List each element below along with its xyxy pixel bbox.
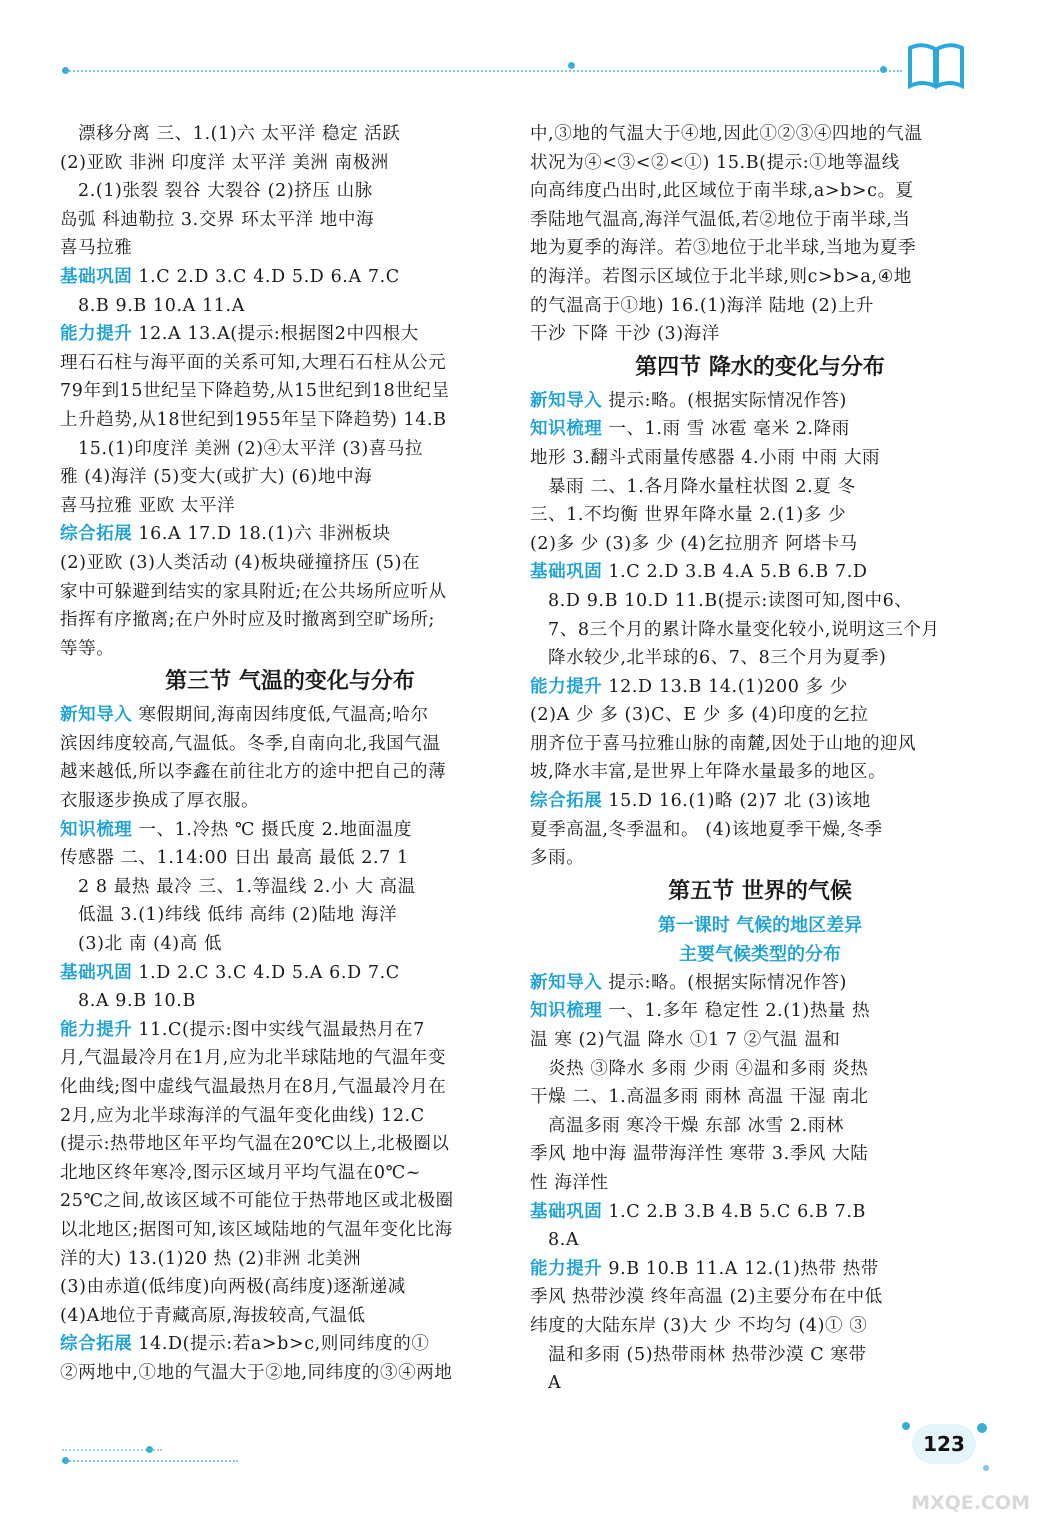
answer-line bbox=[60, 1159, 520, 1188]
section-tag: 综合拓展 bbox=[60, 1334, 133, 1355]
answer-text: 三、1.不均衡 世界年降水量 2.(1)多 少 bbox=[530, 505, 847, 526]
answer-text: 喜马拉雅 亚欧 太平洋 bbox=[60, 495, 236, 516]
answer-line bbox=[60, 349, 520, 378]
answer-line bbox=[60, 1044, 520, 1073]
answer-text: 1.C 2.D 3.B 4.A 5.B 6.B 7.D bbox=[608, 562, 868, 583]
answer-line bbox=[60, 1073, 520, 1102]
answer-text: 家中可躲避到结实的家具附近;在公共场所应听从 bbox=[60, 581, 447, 602]
answer-text: 以北地区;据图可知,该区域陆地的气温年变化比海 bbox=[60, 1219, 453, 1240]
answer-line bbox=[530, 1112, 990, 1141]
answer-line bbox=[530, 444, 990, 473]
answer-line bbox=[60, 263, 520, 292]
section-tag: 能力提升 bbox=[60, 1019, 133, 1040]
answer-line bbox=[60, 320, 520, 349]
answer-line bbox=[530, 320, 990, 349]
answer-text: 等等。 bbox=[60, 638, 115, 659]
answer-text: 多雨。 bbox=[530, 848, 585, 869]
answer-line bbox=[60, 435, 520, 464]
answer-line bbox=[60, 120, 520, 149]
answer-line bbox=[60, 578, 520, 607]
answer-text: 1.C 2.B 3.B 4.B 5.C 6.B 7.B bbox=[608, 1201, 866, 1222]
section-title: 第四节 降水的变化与分布 bbox=[635, 354, 885, 380]
section-title: 第五节 世界的气候 bbox=[668, 878, 852, 904]
answer-line bbox=[60, 787, 520, 816]
answer-text: (2)亚欧 非洲 印度洋 太平洋 美洲 南极洲 bbox=[60, 152, 389, 173]
answer-text: 纬度的大陆东岸 (3)大 少 不均匀 (4)① ③ bbox=[530, 1315, 868, 1336]
answer-text: 传感器 二、1.14:00 日出 最高 最低 2.7 1 bbox=[60, 848, 409, 869]
answer-line bbox=[530, 501, 990, 530]
answer-line bbox=[60, 959, 520, 988]
answer-line bbox=[60, 1130, 520, 1159]
answer-text: 8.A 9.B 10.B bbox=[78, 991, 196, 1012]
book-icon bbox=[906, 40, 966, 90]
answer-text: 雅 (4)海洋 (5)变大(或扩大) (6)地中海 bbox=[60, 467, 373, 488]
answer-text: 月,气温最冷月在1月,应为北半球陆地的气温年变 bbox=[60, 1048, 447, 1069]
answer-line bbox=[530, 1255, 990, 1284]
answer-line bbox=[530, 997, 990, 1026]
answer-line bbox=[60, 234, 520, 263]
answer-line bbox=[60, 177, 520, 206]
answer-text: 朋齐位于喜马拉雅山脉的南麓,因处于山地的迎风 bbox=[530, 733, 917, 754]
answer-text: 地为夏季的海洋。若③地位于北半球,当地为夏季 bbox=[530, 238, 917, 259]
answer-line bbox=[530, 415, 990, 444]
lesson-title: 第一课时 气候的地区差异 bbox=[657, 914, 863, 936]
section-tag: 新知导入 bbox=[530, 972, 603, 993]
answer-text: 一、1.雨 雪 冰雹 毫米 2.降雨 bbox=[608, 419, 850, 440]
answer-text: 喜马拉雅 bbox=[60, 238, 133, 259]
answer-line bbox=[530, 1312, 990, 1341]
answer-line bbox=[530, 206, 990, 235]
answer-text: 温和多雨 (5)热带雨林 热带沙漠 C 寒带 bbox=[548, 1344, 867, 1365]
answer-line bbox=[60, 377, 520, 406]
answer-line bbox=[530, 1198, 990, 1227]
answer-line bbox=[60, 1302, 520, 1331]
answer-text: 1.C 2.D 3.C 4.D 5.D 6.A 7.C bbox=[138, 266, 400, 287]
answer-line bbox=[60, 816, 520, 845]
section-tag: 知识梳理 bbox=[60, 819, 133, 840]
answer-text: 暴雨 二、1.各月降水量柱状图 2.夏 冬 bbox=[548, 476, 856, 497]
answer-text: 12.A 13.A(提示:根据图2中四根大 bbox=[138, 324, 419, 345]
answer-line bbox=[530, 616, 990, 645]
answer-line bbox=[530, 1341, 990, 1370]
answer-line bbox=[530, 387, 990, 416]
answer-line bbox=[60, 520, 520, 549]
answer-text: 季风 热带沙漠 终年高温 (2)主要分布在中低 bbox=[530, 1287, 883, 1308]
answer-line bbox=[60, 149, 520, 178]
answer-text: 15.D 16.(1)略 (2)7 北 (3)该地 bbox=[608, 791, 871, 812]
answer-text: (2)亚欧 (3)人类活动 (4)板块碰撞挤压 (5)在 bbox=[60, 552, 421, 573]
answer-text: 状况为④<③<②<①) 15.B(提示:①地等温线 bbox=[530, 152, 900, 173]
answer-text: 9.B 10.B 11.A 12.(1)热带 热带 bbox=[608, 1258, 879, 1279]
answer-text: ②两地中,①地的气温大于②地,同纬度的③④两地 bbox=[60, 1362, 453, 1383]
answer-text: 高温多雨 寒冷干燥 东部 冰雪 2.雨林 bbox=[548, 1115, 844, 1136]
answer-text: 8.D 9.B 10.D 11.B(提示:读图可知,图中6、 bbox=[548, 590, 913, 611]
answer-line bbox=[530, 701, 990, 730]
answer-line bbox=[530, 787, 990, 816]
answer-line bbox=[530, 120, 990, 149]
section-tag: 基础巩固 bbox=[60, 266, 133, 287]
answer-line bbox=[60, 1016, 520, 1045]
answer-line bbox=[530, 844, 990, 873]
answer-text: A bbox=[548, 1373, 562, 1394]
answer-text: 低温 3.(1)纬线 低纬 高纬 (2)陆地 海洋 bbox=[78, 905, 398, 926]
answer-text: 1.D 2.C 3.C 4.D 5.A 6.D 7.C bbox=[138, 962, 400, 983]
answer-line bbox=[60, 701, 520, 730]
answer-line bbox=[530, 1140, 990, 1169]
header-rule bbox=[62, 70, 902, 72]
answer-line bbox=[60, 406, 520, 435]
answer-text: 降水较少,北半球的6、7、8三个月为夏季) bbox=[548, 648, 887, 669]
answer-line bbox=[60, 930, 520, 959]
answer-text: 越来越低,所以李鑫在前往北方的途中把自己的薄 bbox=[60, 762, 447, 783]
answer-line bbox=[530, 1169, 990, 1198]
answer-text: (2)多 少 (3)多 少 (4)乞拉朋齐 阿塔卡马 bbox=[530, 533, 858, 554]
answer-text: 12.D 13.B 14.(1)200 多 少 bbox=[608, 676, 849, 697]
header-dot bbox=[62, 67, 69, 74]
answer-text: 提示:略。(根据实际情况作答) bbox=[608, 972, 847, 993]
answer-text: 一、1.冷热 ℃ 摄氏度 2.地面温度 bbox=[138, 819, 412, 840]
answer-text: 的海洋。若图示区域位于北半球,则c>b>a,④地 bbox=[530, 266, 912, 287]
answer-line bbox=[60, 758, 520, 787]
answer-line bbox=[530, 292, 990, 321]
answer-text: 一、1.多年 稳定性 2.(1)热量 热 bbox=[608, 1001, 871, 1022]
footer-dot bbox=[146, 1446, 153, 1453]
answer-text: 干沙 下降 干沙 (3)海洋 bbox=[530, 324, 720, 345]
answer-line bbox=[60, 606, 520, 635]
answer-text: 地形 3.翻斗式雨量传感器 4.小雨 中雨 大雨 bbox=[530, 447, 881, 468]
answer-line bbox=[530, 587, 990, 616]
answer-line bbox=[60, 292, 520, 321]
answer-line bbox=[530, 644, 990, 673]
answer-line bbox=[60, 987, 520, 1016]
answer-line bbox=[60, 1359, 520, 1388]
answer-text: 干燥 二、1.高温多雨 雨林 高温 干湿 南北 bbox=[530, 1087, 869, 1108]
answer-text: 2.(1)张裂 裂谷 大裂谷 (2)挤压 山脉 bbox=[78, 181, 373, 202]
answer-text: 夏季高温,冬季温和。 (4)该地夏季干燥,冬季 bbox=[530, 819, 883, 840]
answer-line bbox=[530, 730, 990, 759]
answer-text: 7、8三个月的累计降水量变化较小,说明这三个月 bbox=[548, 619, 940, 640]
section-tag: 能力提升 bbox=[530, 676, 603, 697]
answer-text: 坡,降水丰富,是世界上年降水量最多的地区。 bbox=[530, 762, 887, 783]
answer-text: 2月,应为北半球海洋的气温年变化曲线) 12.C bbox=[60, 1105, 425, 1126]
answer-line bbox=[60, 730, 520, 759]
answer-text: 79年到15世纪呈下降趋势,从15世纪到18世纪呈 bbox=[60, 381, 450, 402]
answer-line bbox=[60, 1273, 520, 1302]
footer-dot bbox=[62, 1457, 69, 1464]
answer-text: 理石石柱与海平面的关系可知,大理石石柱从公元 bbox=[60, 352, 447, 373]
answer-line bbox=[60, 1216, 520, 1245]
answer-line bbox=[60, 873, 520, 902]
answer-text: 炎热 ③降水 多雨 少雨 ④温和多雨 炎热 bbox=[548, 1058, 869, 1079]
answer-line bbox=[60, 1187, 520, 1216]
answer-line bbox=[530, 1283, 990, 1312]
section-tag: 知识梳理 bbox=[530, 419, 603, 440]
answer-text: 提示:略。(根据实际情况作答) bbox=[608, 390, 847, 411]
section-title: 第三节 气温的变化与分布 bbox=[165, 669, 415, 695]
answer-line bbox=[60, 549, 520, 578]
answer-line bbox=[530, 1055, 990, 1084]
answer-line bbox=[60, 1330, 520, 1359]
section-tag: 基础巩固 bbox=[530, 1201, 603, 1222]
answer-text: 温 寒 (2)气温 降水 ①1 7 ②气温 温和 bbox=[530, 1030, 841, 1051]
answer-line bbox=[530, 969, 990, 998]
answer-text: 8.B 9.B 10.A 11.A bbox=[78, 295, 245, 316]
section-tag: 能力提升 bbox=[60, 324, 133, 345]
answer-line bbox=[60, 635, 520, 664]
answer-text: 漂移分离 三、1.(1)六 太平洋 稳定 活跃 bbox=[78, 124, 401, 144]
answer-line bbox=[530, 816, 990, 845]
right-column bbox=[530, 120, 990, 1398]
answer-line bbox=[60, 206, 520, 235]
answer-line bbox=[530, 263, 990, 292]
header-dot bbox=[568, 62, 575, 69]
answer-line bbox=[530, 149, 990, 178]
answer-line bbox=[530, 1026, 990, 1055]
answer-text: 衣服逐步换成了厚衣服。 bbox=[60, 791, 260, 812]
answer-text: 8.A bbox=[548, 1230, 580, 1251]
answer-text: 性 海洋性 bbox=[530, 1173, 609, 1193]
answer-text: 岛弧 科迪勒拉 3.交界 环太平洋 地中海 bbox=[60, 209, 375, 230]
answer-text: 11.C(提示:图中实线气温最热月在7 bbox=[138, 1019, 425, 1040]
section-tag: 能力提升 bbox=[530, 1258, 603, 1279]
answer-text: (4)A地位于青藏高原,海拔较高,气温低 bbox=[60, 1305, 366, 1326]
footer-rule bbox=[62, 1460, 238, 1462]
answer-text: 指挥有序撤离;在户外时应及时撤离到空旷场所; bbox=[60, 610, 435, 631]
answer-line bbox=[60, 844, 520, 873]
answer-text: 寒假期间,海南因纬度低,气温高;哈尔 bbox=[138, 705, 429, 726]
answer-text: 16.A 17.D 18.(1)六 非洲板块 bbox=[138, 524, 391, 545]
answer-line bbox=[530, 473, 990, 502]
answer-line bbox=[60, 1245, 520, 1274]
answer-line bbox=[530, 177, 990, 206]
answer-text: 洋的大) 13.(1)20 热 (2)非洲 北美洲 bbox=[60, 1248, 362, 1269]
answer-text: 上升趋势,从18世纪到1955年呈下降趋势) 14.B bbox=[60, 409, 447, 430]
section-tag: 新知导入 bbox=[530, 390, 603, 411]
section-tag: 综合拓展 bbox=[60, 524, 133, 545]
header-dot bbox=[880, 66, 887, 73]
section-tag: 基础巩固 bbox=[60, 962, 133, 983]
answer-line bbox=[530, 1226, 990, 1255]
answer-text: (提示:热带地区年平均气温在20℃以上,北极圈以 bbox=[60, 1134, 450, 1155]
answer-text: 季风 地中海 温带海洋性 寒带 3.季风 大陆 bbox=[530, 1144, 869, 1165]
answer-text: (3)由赤道(低纬度)向两极(高纬度)逐渐递减 bbox=[60, 1277, 406, 1298]
answer-line bbox=[530, 530, 990, 559]
watermark: MXQE.COM bbox=[911, 1492, 1030, 1514]
answer-line bbox=[530, 1369, 990, 1398]
answer-text: 15.(1)印度洋 美洲 (2)④太平洋 (3)喜马拉 bbox=[78, 438, 424, 459]
answer-text: 北地区终年寒冷,图示区域月平均气温在0℃~ bbox=[60, 1162, 422, 1183]
answer-line bbox=[60, 463, 520, 492]
answer-text: 季陆地气温高,海洋气温低,若②地位于南半球,当 bbox=[530, 209, 911, 230]
answer-text: (3)北 南 (4)高 低 bbox=[78, 934, 223, 955]
answer-line bbox=[60, 901, 520, 930]
answer-line bbox=[60, 492, 520, 521]
answer-text: (2)A 少 多 (3)C、E 少 多 (4)印度的乞拉 bbox=[530, 705, 869, 726]
section-tag: 知识梳理 bbox=[530, 1001, 603, 1022]
answer-text: 2 8 最热 最冷 三、1.等温线 2.小 大 高温 bbox=[78, 876, 416, 897]
answer-line bbox=[60, 1102, 520, 1131]
answer-text: 向高纬度凸出时,此区域位于南半球,a>b>c。夏 bbox=[530, 181, 914, 202]
answer-text: 中,③地的气温大于④地,因此①②③④四地的气温 bbox=[530, 124, 923, 144]
answer-text: 化曲线;图中虚线气温最热月在8月,气温最冷月在 bbox=[60, 1077, 447, 1097]
left-column bbox=[60, 120, 520, 1388]
answer-line bbox=[530, 558, 990, 587]
page-number: 123 bbox=[912, 1424, 976, 1464]
section-tag: 综合拓展 bbox=[530, 791, 603, 812]
section-tag: 新知导入 bbox=[60, 705, 133, 726]
answer-text: 14.D(提示:若a>b>c,则同纬度的① bbox=[138, 1334, 430, 1355]
answer-text: 滨因纬度较高,气温低。冬季,自南向北,我国气温 bbox=[60, 733, 441, 754]
section-tag: 基础巩固 bbox=[530, 562, 603, 583]
answer-line bbox=[530, 673, 990, 702]
answer-text: 的气温高于①地) 16.(1)海洋 陆地 (2)上升 bbox=[530, 295, 875, 316]
answer-line bbox=[530, 234, 990, 263]
answer-text: 25℃之间,故该区域不可能位于热带地区或北极圈 bbox=[60, 1191, 454, 1212]
lesson-title: 主要气候类型的分布 bbox=[679, 943, 841, 965]
answer-line bbox=[530, 758, 990, 787]
answer-line bbox=[530, 1083, 990, 1112]
